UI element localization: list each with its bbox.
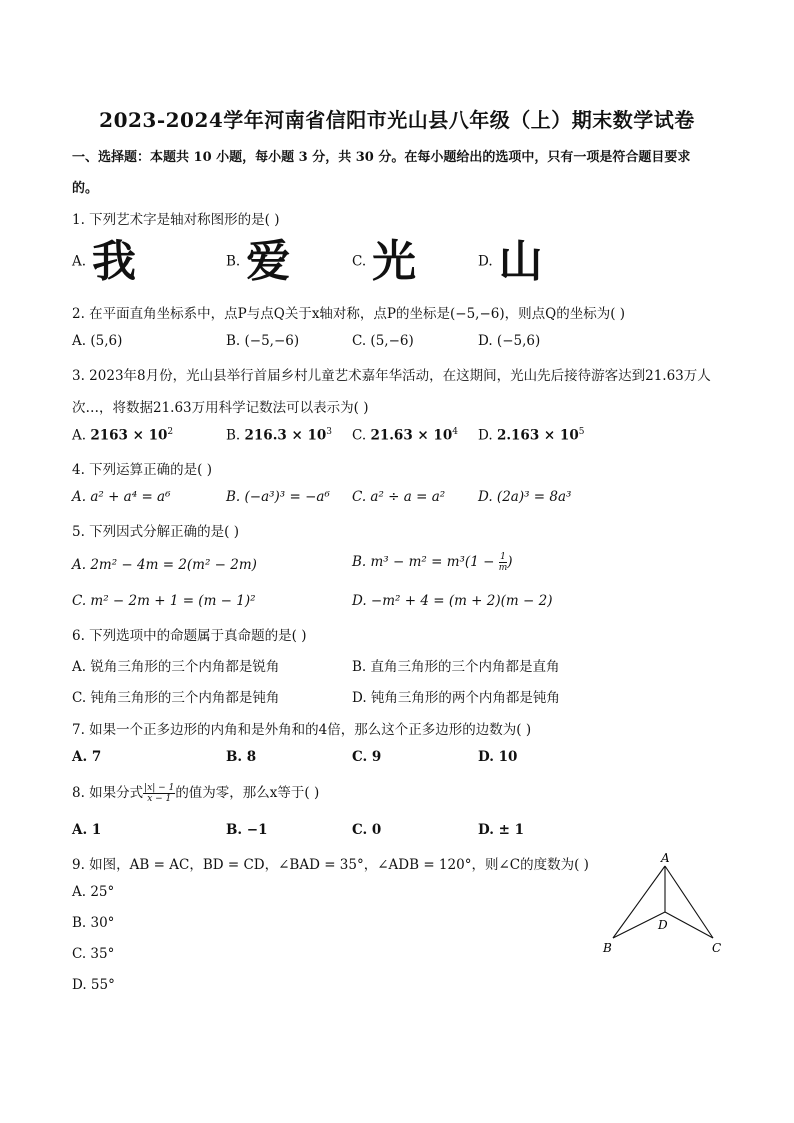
label-a: A (661, 851, 670, 865)
q6-option-a: A. 锐角三角形的三个内角都是锐角 (72, 659, 280, 675)
label-b: B (603, 941, 612, 955)
q8-stem: 8. 如果分式 $\frac{|x| - 1}{x - 1}$ 的值为零，那么x等于( ) (72, 783, 320, 804)
label-c: C (712, 941, 722, 955)
q1-option-d: D. 山 (478, 236, 543, 287)
q9-option-b: B. 30° (72, 915, 115, 931)
q8-option-d: D. ± 1 (478, 822, 525, 838)
q6-option-d: D. 钝角三角形的两个内角都是钝角 (352, 690, 560, 706)
q5-option-b: B. m³ − m² = m³(1 − $\frac{1}{m}$ ) (352, 552, 513, 573)
q2-option-a: A. (5,6) (72, 333, 123, 349)
q4-option-c: C. a² ÷ a = a² (352, 489, 446, 505)
q4-option-d: D. (2a)³ = 8a³ (478, 489, 572, 505)
q5-option-d: D. −m² + 4 = (m + 2)(m − 2) (352, 593, 553, 609)
q5-option-a: A. 2m² − 4m = 2(m² − 2m) (72, 557, 257, 573)
q9-stem: 9. 如图，AB = AC，BD = CD，∠BAD = 35°，∠ADB = 120°，则∠C的度数为( ) (72, 857, 589, 873)
q4-stem: 4. 下列运算正确的是( ) (72, 462, 212, 478)
q9-option-d: D. 55° (72, 977, 115, 993)
q7-option-a: A. 7 (72, 749, 102, 765)
q5-option-c: C. m² − 2m + 1 = (m − 1)² (72, 593, 256, 609)
q1-stem: 1. 下列艺术字是轴对称图形的是( ) (72, 212, 280, 228)
q7-option-c: C. 9 (352, 749, 382, 765)
art-char-wo: 我 (92, 236, 137, 287)
fraction-one-over-m: $\frac{1}{m}$ (498, 552, 508, 573)
q9-option-a: A. 25° (72, 884, 115, 900)
q2-option-b: B. (−5,−6) (226, 333, 300, 349)
page-title: 2023-2024学年河南省信阳市光山县八年级（上）期末数学试卷 (99, 108, 695, 132)
q8-option-c: C. 0 (352, 822, 382, 838)
q6-stem: 6. 下列选项中的命题属于真命题的是( ) (72, 628, 307, 644)
q1-option-a: A. 我 (72, 236, 137, 287)
q6-option-b: B. 直角三角形的三个内角都是直角 (352, 659, 560, 675)
q4-option-a: A. a² + a⁴ = a⁶ (72, 489, 171, 505)
section-instructions-line1: 一、选择题：本题共 10 小题，每小题 3 分，共 30 分。在每小题给出的选项中，只有一项是符合题目要求 (72, 150, 691, 165)
q3-option-b: B. $216.3 \times 10^3$ (226, 427, 333, 444)
q9-triangle-figure (595, 848, 730, 963)
q1-option-b: B. 爱 (226, 236, 291, 287)
section-instructions-line2: 的。 (72, 181, 99, 196)
q8-option-a: A. 1 (72, 822, 102, 838)
q3-option-c: C. $21.63 \times 10^4$ (352, 427, 458, 444)
q9-option-c: C. 35° (72, 946, 115, 962)
q8-option-b: B. −1 (226, 822, 268, 838)
q3-stem-line2: 次…，将数据21.63万用科学记数法可以表示为( ) (72, 400, 369, 416)
q4-option-b: B. (−a³)³ = −a⁶ (226, 489, 330, 505)
q2-option-c: C. (5,−6) (352, 333, 414, 349)
q6-option-c: C. 钝角三角形的三个内角都是钝角 (72, 690, 280, 706)
q3-option-d: D. $2.163 \times 10^5$ (478, 427, 585, 444)
segment-ac (665, 866, 713, 938)
q2-stem: 2. 在平面直角坐标系中，点P与点Q关于x轴对称，点P的坐标是(−5,−6)，则点Q的坐标为( ) (72, 306, 626, 322)
q2-option-d: D. (−5,6) (478, 333, 541, 349)
q3-stem-line1: 3. 2023年8月份，光山县举行首届乡村儿童艺术嘉年华活动，在这期间，光山先后接待游客达到21.63万人 (72, 368, 711, 384)
label-d: D (658, 918, 668, 932)
art-char-shan: 山 (498, 236, 543, 287)
fraction-abs-x: $\frac{|x| - 1}{x - 1}$ (144, 783, 175, 804)
q1-option-c: C. 光 (352, 236, 417, 287)
q7-stem: 7. 如果一个正多边形的内角和是外角和的4倍，那么这个正多边形的边数为( ) (72, 722, 532, 738)
q3-option-a: A. $2163 \times 10^2$ (72, 427, 174, 444)
q5-stem: 5. 下列因式分解正确的是( ) (72, 524, 239, 540)
q7-option-b: B. 8 (226, 749, 257, 765)
art-char-guang: 光 (372, 236, 417, 287)
q7-option-d: D. 10 (478, 749, 518, 765)
segment-dc (665, 912, 713, 938)
art-char-ai: 爱 (246, 236, 291, 287)
